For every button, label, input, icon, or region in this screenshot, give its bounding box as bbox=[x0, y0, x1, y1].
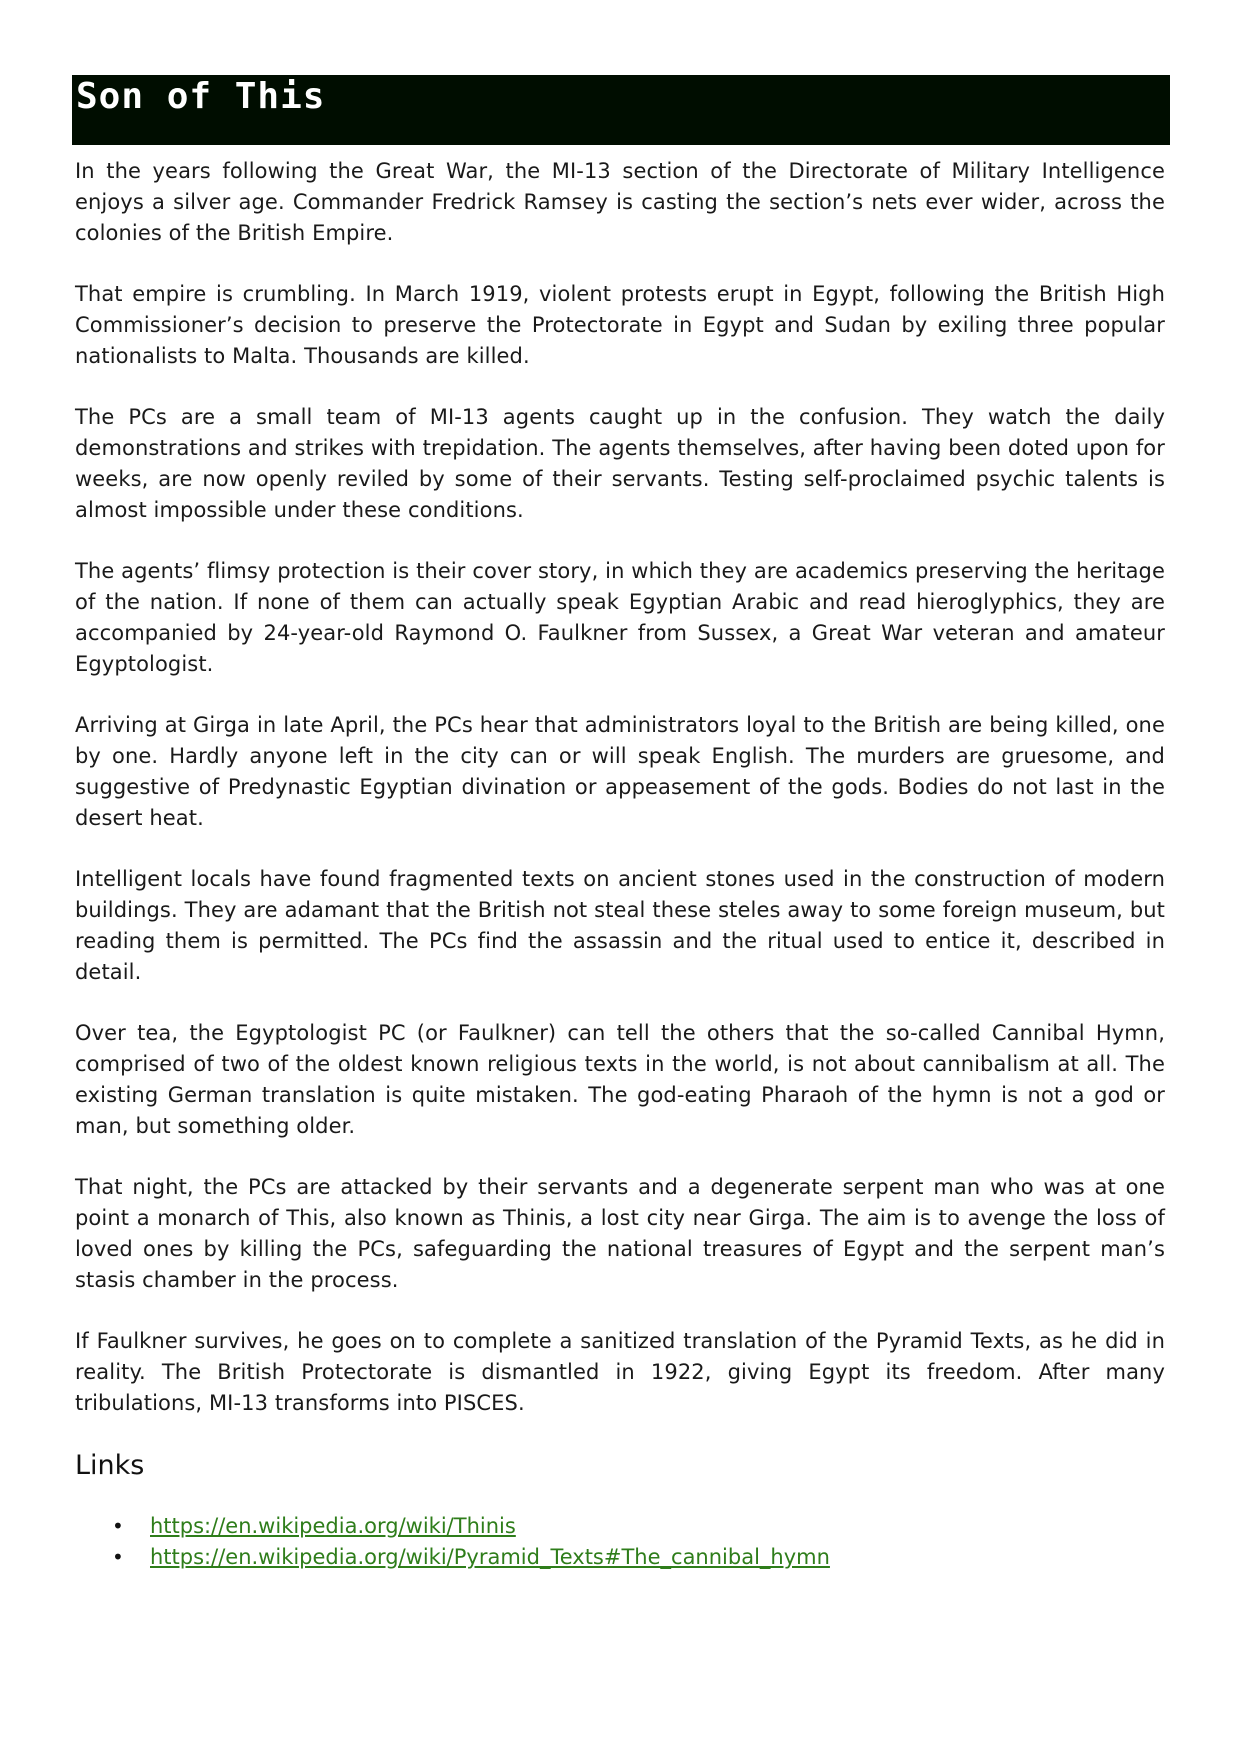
paragraph: The PCs are a small team of MI-13 agents caught up in the confusion. They watch the daily demonstrations and strikes with trepidation. The agents themselves, after having been doted upon for weeks, are now openly reviled by some of their servants. Testing self-proclaimed psychic talents is almost impossible under these conditions. bbox=[75, 405, 1165, 522]
link-pyramid-texts[interactable]: https://en.wikipedia.org/wiki/Pyramid_Texts#The_cannibal_hymn bbox=[150, 1545, 830, 1569]
links-heading: Links bbox=[75, 1450, 145, 1481]
article-body bbox=[75, 156, 1165, 1573]
list-item bbox=[75, 1542, 1165, 1573]
title-banner bbox=[72, 75, 1170, 145]
paragraph: That empire is crumbling. In March 1919, violent protests erupt in Egypt, following the British High Commissioner’s decision to preserve the Protectorate in Egypt and Sudan by exiling three popular nationalists to Malta. Thousands are killed. bbox=[75, 282, 1165, 368]
paragraph: That night, the PCs are attacked by their servants and a degenerate serpent man who was at one point a monarch of This, also known as Thinis, a lost city near Girga. The aim is to avenge the loss of loved ones by killing the PCs, safeguarding the national treasures of Egypt and the serpent man’s stasis chamber in the process. bbox=[75, 1175, 1165, 1292]
paragraph: If Faulkner survives, he goes on to complete a sanitized translation of the Pyramid Texts, as he did in reality. The British Protectorate is dismantled in 1922, giving Egypt its freedom. After many tribulations, MI-13 transforms into PISCES. bbox=[75, 1329, 1165, 1415]
links-list bbox=[75, 1511, 1165, 1573]
list-item bbox=[75, 1511, 1165, 1542]
bullet-icon: • bbox=[112, 1514, 124, 1538]
paragraph: Over tea, the Egyptologist PC (or Faulkner) can tell the others that the so-called Cannibal Hymn, comprised of two of the oldest known religious texts in the world, is not about cannibalism at all. The existing German translation is quite mistaken. The god-eating Pharaoh of the hymn is not a god or man, but something older. bbox=[75, 1021, 1165, 1138]
paragraph: In the years following the Great War, the MI-13 section of the Directorate of Military Intelligence enjoys a silver age. Commander Fredrick Ramsey is casting the section’s nets ever wider, across the colonies of the British Empire. bbox=[75, 159, 1165, 245]
paragraph: Intelligent locals have found fragmented texts on ancient stones used in the construction of modern buildings. They are adamant that the British not steal these steles away to some foreign museum, but reading them is permitted. The PCs find the assassin and the ritual used to entice it, described in detail. bbox=[75, 867, 1165, 984]
page-title: Son of This bbox=[76, 76, 326, 117]
link-thinis[interactable]: https://en.wikipedia.org/wiki/Thinis bbox=[150, 1514, 516, 1538]
paragraph: The agents’ flimsy protection is their cover story, in which they are academics preserving the heritage of the nation. If none of them can actually speak Egyptian Arabic and read hieroglyphics, they are accompanied by 24-year-old Raymond O. Faulkner from Sussex, a Great War veteran and amateur Egyptologist. bbox=[75, 559, 1165, 676]
paragraph: Arriving at Girga in late April, the PCs hear that administrators loyal to the British are being killed, one by one. Hardly anyone left in the city can or will speak English. The murders are gruesome, and suggestive of Predynastic Egyptian divination or appeasement of the gods. Bodies do not last in the desert heat. bbox=[75, 713, 1165, 830]
bullet-icon: • bbox=[112, 1545, 124, 1569]
